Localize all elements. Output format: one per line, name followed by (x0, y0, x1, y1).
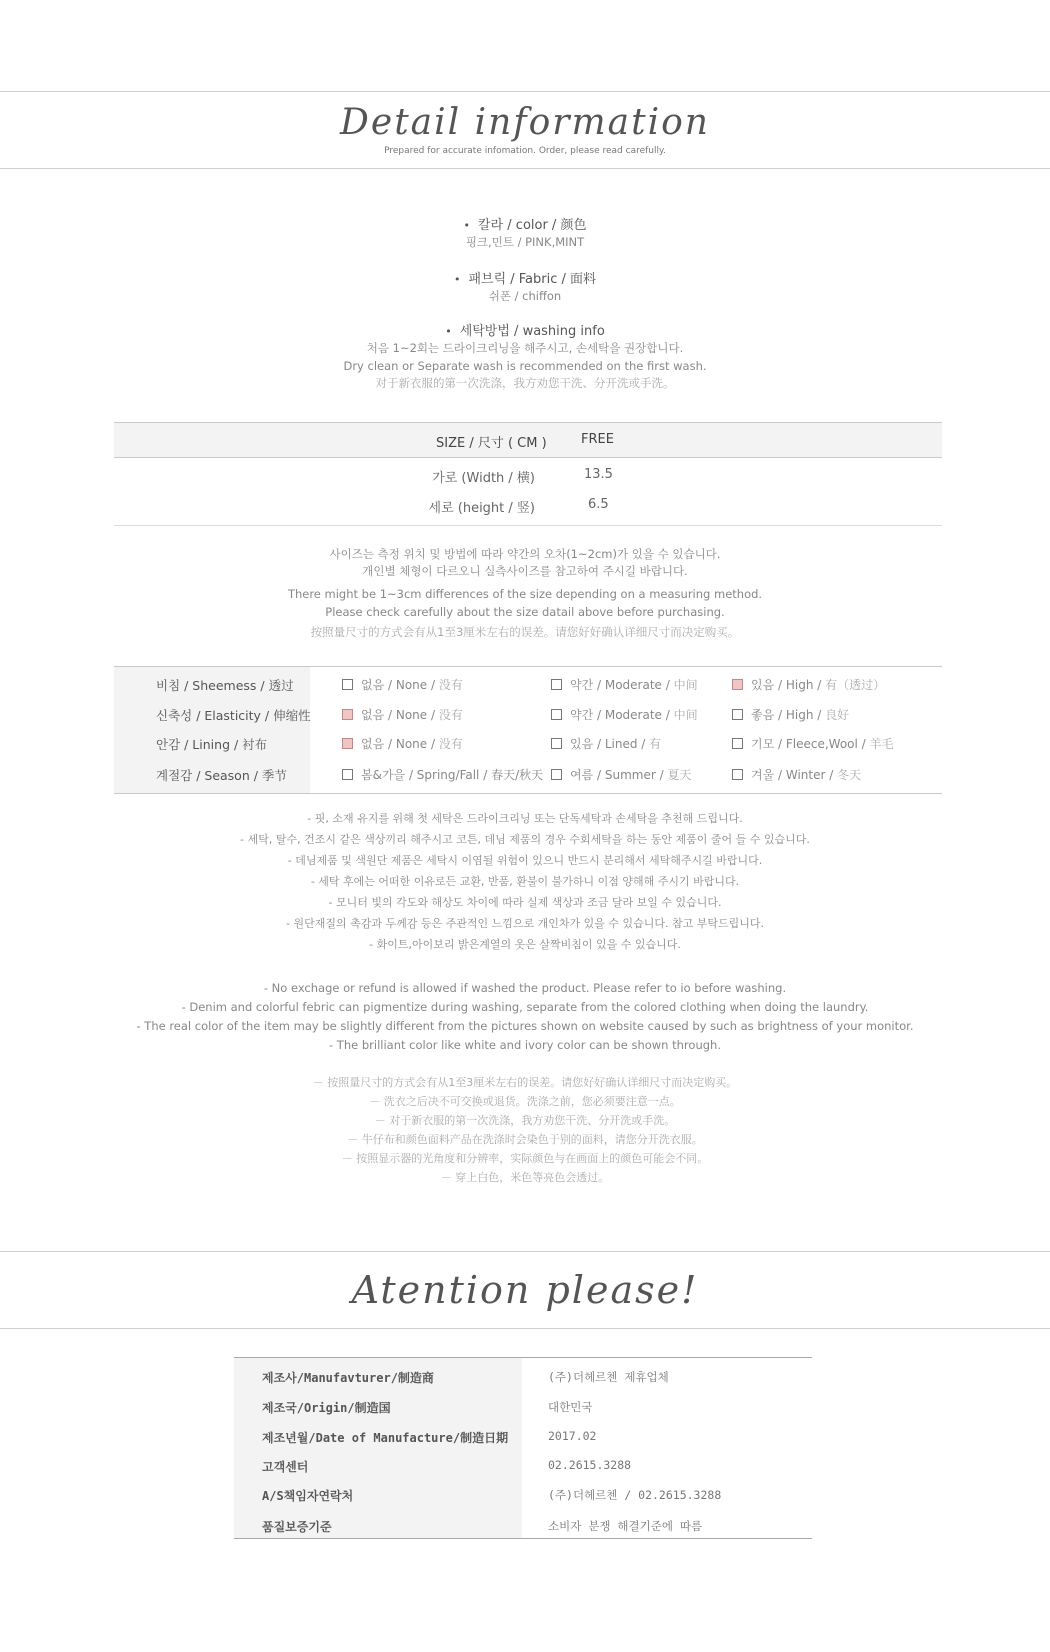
fabric-title (0, 268, 1050, 287)
manufacturer-label: A/S책임자연락처 (262, 1489, 354, 1503)
detail-subtitle: Prepared for accurate infomation. Order, please read carefully. (384, 146, 666, 156)
checkbox-icon (732, 709, 743, 720)
option-text: 봄&가을 / Spring/Fall / 春天/秋天 (361, 768, 544, 782)
option-lining-fleece (732, 735, 894, 752)
option-text-cn: 夏天 (667, 768, 692, 782)
note-kr: - 세탁 후에는 어떠한 이유로든 교환, 반품, 환불이 불가하니 이점 양해해 주시기 바랍니다. (310, 875, 740, 888)
option-text: 약간 / Moderate / (570, 678, 674, 692)
size-header-label: SIZE / 尺寸 ( CM ) (436, 436, 547, 451)
option-text-cn: 有（透过） (825, 678, 886, 692)
attention-top-rule (0, 1251, 1050, 1252)
washing-line: Dry clean or Separate wash is recommended on the first wash. (343, 359, 707, 373)
color-value: 핑크,민트 / PINK,MINT (465, 235, 585, 249)
manufacturer-label: 고객센터 (262, 1460, 309, 1474)
option-season-summer (551, 766, 691, 783)
option-text: 좋음 / High / (751, 708, 826, 722)
option-season-winter (732, 766, 861, 783)
size-row-value: 13.5 (584, 467, 613, 482)
bullet-icon: • (445, 325, 452, 338)
washing-line: 对于新衣服的第一次洗涤，我方劝您干洗、分开洗或手洗。 (375, 376, 675, 390)
option-text-cn: 中间 (673, 708, 698, 722)
detail-title: Detail information (340, 102, 710, 143)
checkbox-icon (551, 769, 562, 780)
note-en: - No exchage or refund is allowed if washed the product. Please refer to io before washing. (263, 981, 787, 995)
checkbox-icon (342, 679, 353, 690)
note-en: - Denim and colorful febric can pigmentize during washing, separate from the colored clothing when doing the laundry. (181, 1000, 869, 1014)
note-cn: － 牛仔布和颜色面料产品在洗涤时会染色于别的面料，请您分开洗衣服。 (347, 1133, 703, 1146)
note-cn: － 对于新衣服的第一次洗涤，我方劝您干洗、分开洗或手洗。 (374, 1114, 676, 1127)
header-bottom-rule (0, 168, 1050, 169)
option-text: 있음 / Lined / (570, 737, 650, 751)
option-text: 여름 / Summer / (570, 768, 668, 782)
size-note: 按照量尺寸的方式会有从1至3厘米左右的误差。请您好好确认详细尺寸而决定购买。 (310, 625, 740, 639)
option-text-cn: 羊毛 (869, 737, 894, 751)
grid-label-lining: 안감 / Lining / 衬布 (156, 737, 268, 752)
attention-bottom-rule (0, 1328, 1050, 1329)
grid-label-sheerness: 비침 / Sheemess / 透过 (156, 678, 294, 693)
manufacturer-value: 소비자 분쟁 해결기준에 따름 (548, 1519, 703, 1533)
size-note: 사이즈는 측정 위치 및 방법에 따라 약간의 오차(1~2cm)가 있을 수 있습니다. (329, 547, 721, 561)
size-table-header (114, 422, 942, 458)
option-text: 겨울 / Winter / (751, 768, 838, 782)
manufacturer-value: 2017.02 (548, 1429, 597, 1443)
bullet-icon: • (453, 273, 461, 286)
checkbox-icon (342, 769, 353, 780)
option-text-cn: 良好 (825, 708, 850, 722)
note-en: - The brilliant color like white and ivory color can be shown through. (329, 1038, 721, 1052)
option-elastic-none (342, 706, 463, 723)
option-elastic-moderate (551, 706, 698, 723)
note-kr: - 데님제품 및 색원단 제품은 세탁시 이염될 위험이 있으니 반드시 분리해서 세탁해주시길 바랍니다. (287, 854, 763, 867)
option-text-cn: 没有 (438, 737, 463, 751)
attention-title: Atention please! (351, 1268, 699, 1312)
size-table-bottom-rule (114, 525, 942, 526)
option-text: 기모 / Fleece,Wool / (751, 737, 870, 751)
manufacturer-label: 제조년월/Date of Manufacture/制造日期 (262, 1431, 509, 1445)
fabric-value: 쉬폰 / chiffon (488, 289, 562, 303)
option-text-cn: 中间 (673, 678, 698, 692)
option-sheer-moderate (551, 676, 698, 693)
option-text: 없음 / None / (361, 678, 439, 692)
option-sheer-high (732, 676, 885, 693)
bullet-icon: • (463, 219, 471, 232)
option-sheer-none (342, 676, 463, 693)
note-en: - The real color of the item may be slightly different from the pictures shown on website caused by such as brightness of your monitor. (136, 1019, 914, 1033)
option-text-cn: 没有 (438, 678, 463, 692)
checkbox-icon (551, 679, 562, 690)
option-text-cn: 有 (649, 737, 662, 751)
size-row-label: 세로 (height / 竖) (428, 501, 535, 516)
option-elastic-high (732, 706, 849, 723)
manufacturer-value: 02.2615.3288 (548, 1458, 632, 1472)
option-text: 약간 / Moderate / (570, 708, 674, 722)
option-text: 있음 / High / (751, 678, 826, 692)
size-row-label: 가로 (Width / 横) (432, 471, 535, 486)
size-note: 개인별 체형이 다르오니 실측사이즈를 참고하여 주시길 바랍니다. (362, 564, 688, 578)
note-cn: － 按照显示器的光角度和分辨率，实际颜色与在画面上的颜色可能会不同。 (341, 1152, 709, 1165)
note-kr: - 원단재질의 촉감과 두께감 등은 주관적인 느낌으로 개인차가 있을 수 있습니다. 참고 부탁드립니다. (286, 917, 764, 930)
header-top-rule (0, 91, 1050, 92)
size-header-value: FREE (581, 432, 614, 447)
manufacturer-value: (주)더헤르첸 제휴업체 (548, 1370, 669, 1384)
manufacturer-value: 대한민국 (548, 1400, 593, 1414)
manufacturer-value: (주)더헤르첸 / 02.2615.3288 (548, 1488, 722, 1502)
washing-line: 처음 1~2회는 드라이크리닝을 해주시고, 손세탁을 권장합니다. (366, 341, 684, 355)
size-note: There might be 1~3cm differences of the size depending on a measuring method. (287, 587, 763, 601)
option-lining-lined (551, 735, 661, 752)
note-cn: － 洗衣之后决不可交换或退货。洗涤之前，您必须要注意一点。 (369, 1095, 681, 1108)
note-cn: － 按照量尺寸的方式会有从1至3厘米左右的误差。请您好好确认详细尺寸而决定购买。 (312, 1076, 738, 1089)
grid-label-season: 계절감 / Season / 季节 (156, 768, 287, 783)
note-kr: - 모니터 빛의 각도와 해상도 차이에 따라 실제 색상과 조금 달라 보일 수 있습니다. (328, 896, 722, 909)
grid-label-elasticity: 신축성 / Elasticity / 伸缩性 (156, 708, 311, 723)
note-kr: - 핏, 소재 유지를 위해 첫 세탁은 드라이크리닝 또는 단독세탁과 손세탁을 추천해 드립니다. (307, 812, 743, 825)
option-text: 없음 / None / (361, 737, 439, 751)
manufacturer-bottom-rule (234, 1538, 812, 1539)
option-season-springfall (342, 766, 543, 783)
size-row-value: 6.5 (588, 497, 609, 512)
manufacturer-label: 품질보증기준 (262, 1520, 332, 1534)
option-lining-none (342, 735, 463, 752)
manufacturer-label: 제조국/Origin/制造国 (262, 1401, 391, 1415)
checkbox-checked-icon (732, 679, 743, 690)
option-text-cn: 冬天 (837, 768, 862, 782)
option-text-cn: 没有 (438, 708, 463, 722)
color-title (0, 214, 1050, 233)
manufacturer-label: 제조사/Manufavturer/制造商 (262, 1371, 434, 1385)
checkbox-icon (732, 738, 743, 749)
checkbox-checked-icon (342, 738, 353, 749)
checkbox-icon (551, 738, 562, 749)
checkbox-icon (732, 769, 743, 780)
checkbox-icon (551, 709, 562, 720)
note-kr: - 세탁, 탈수, 건조시 같은 색상끼리 해주시고 코튼, 데님 제품의 경우 수회세탁을 하는 동안 제품이 줄어 들 수 있습니다. (240, 833, 810, 846)
checkbox-checked-icon (342, 709, 353, 720)
option-text: 없음 / None / (361, 708, 439, 722)
grid-bottom-rule (114, 793, 942, 794)
fabric-label: 패브릭 / Fabric / 面料 (468, 272, 597, 287)
color-label: 칼라 / color / 颜色 (478, 218, 587, 233)
size-note: Please check carefully about the size datail above before purchasing. (325, 605, 725, 619)
note-cn: － 穿上白色，米色等亮色会透过。 (440, 1171, 610, 1184)
washing-title (0, 320, 1050, 339)
note-kr: - 화이트,아이보리 밝은계열의 옷은 살짝비침이 있을 수 있습니다. (369, 938, 681, 951)
washing-label: 세탁방법 / washing info (459, 324, 605, 339)
